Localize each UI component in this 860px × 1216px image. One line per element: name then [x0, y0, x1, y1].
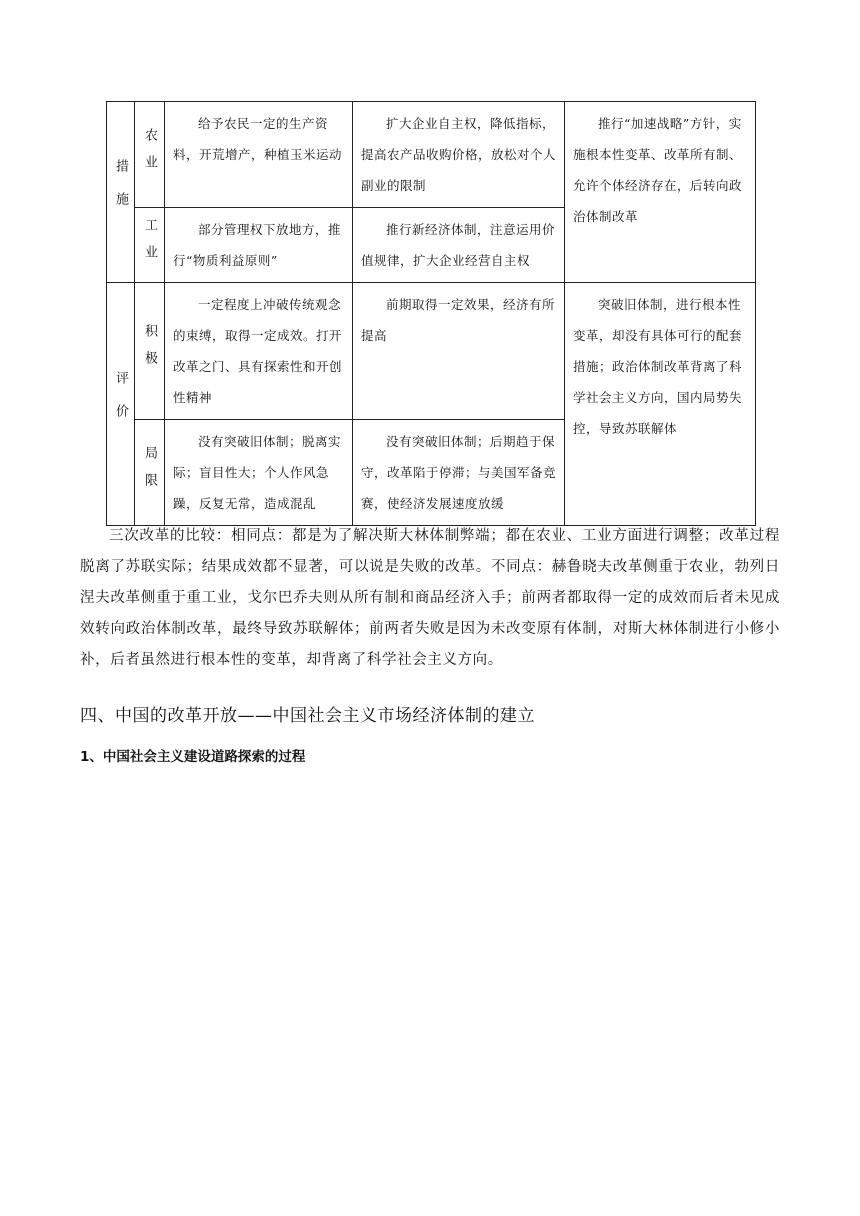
khrushchev-positive-cell: 一定程度上冲破传统观念的束缚，取得一定成效。打开改革之门、具有探索性和开创性精神 [165, 283, 353, 420]
subsection-heading: 1、中国社会主义建设道路探索的过程 [80, 749, 306, 765]
agriculture-label: 农业 [135, 102, 165, 208]
khrushchev-limitation-cell: 没有突破旧体制；脱离实际；盲目性大；个人作风急躁，反复无常，造成混乱 [165, 420, 353, 526]
khrushchev-industry-cell: 部分管理权下放地方，推行“物质利益原则” [165, 208, 353, 283]
section-heading: 四、中国的改革开放——中国社会主义市场经济体制的建立 [80, 706, 535, 726]
industry-label: 工业 [135, 208, 165, 283]
brezhnev-limitation-cell: 没有突破旧体制；后期趋于保守，改革陷于停滞；与美国军备竞赛，使经济发展速度放缓 [353, 420, 565, 526]
table-row [107, 102, 756, 208]
table-row [107, 283, 756, 420]
gorbachev-measures-cell: 推行“加速战略”方针，实施根本性变革、改革所有制、允许个体经济存在，后转向政治体制改革 [565, 102, 756, 283]
evaluation-label: 评价 [107, 283, 135, 526]
gorbachev-evaluation-cell: 突破旧体制，进行根本性变革，却没有具体可行的配套措施；政治体制改革背离了科学社会主义方向，国内局势失控，导致苏联解体 [565, 283, 756, 526]
comparison-paragraph: 三次改革的比较：相同点：都是为了解决斯大林体制弊端；都在农业、工业方面进行调整；改革过程脱离了苏联实际；结果成效都不显著，可以说是失败的改革。不同点：赫鲁晓夫改革侧重于农业，勃列日涅夫改革侧重于重工业，戈尔巴乔夫则从所有制和商品经济入手；前两者都取得一定的成效而后者未见成效转向政治体制改革，最终导致苏联解体；前两者失败是因为未改变原有体制，对斯大林体制进行小修小补，后者虽然进行根本性的变革，却背离了科学社会主义方向。 [80, 528, 780, 668]
measures-label: 措施 [107, 102, 135, 283]
limitation-label: 局限 [135, 420, 165, 526]
brezhnev-positive-cell: 前期取得一定效果，经济有所提高 [353, 283, 565, 420]
positive-label: 积极 [135, 283, 165, 420]
reform-comparison-table [106, 101, 756, 526]
khrushchev-agriculture-cell: 给予农民一定的生产资料，开荒增产，种植玉米运动 [165, 102, 353, 208]
brezhnev-industry-cell: 推行新经济体制，注意运用价值规律，扩大企业经营自主权 [353, 208, 565, 283]
brezhnev-agriculture-cell: 扩大企业自主权，降低指标，提高农产品收购价格，放松对个人副业的限制 [353, 102, 565, 208]
